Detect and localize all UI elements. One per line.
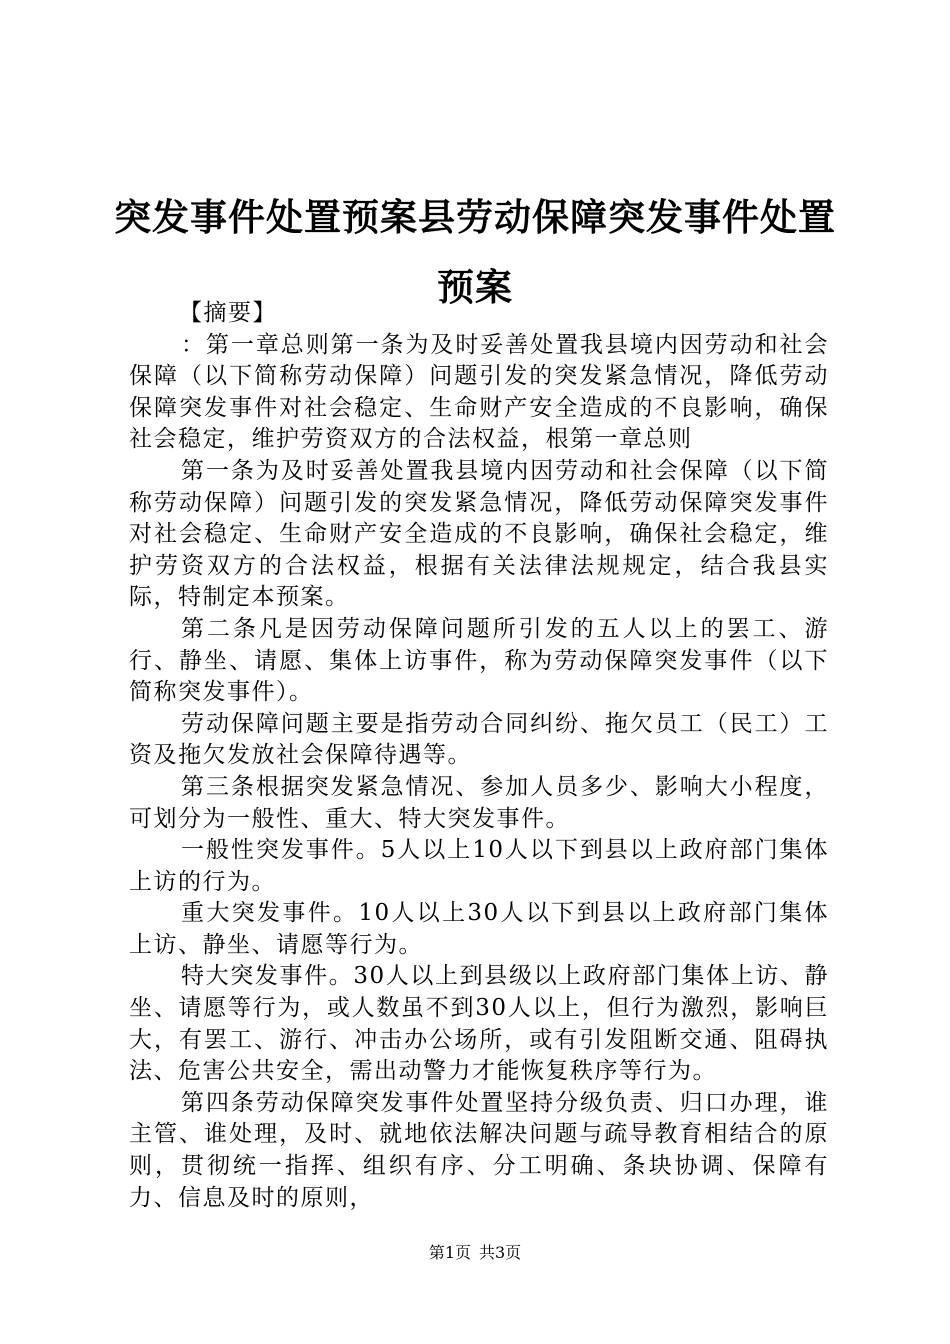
paragraph-labor-issues: 劳动保障问题主要是指劳动合同纠纷、拖欠员工（民工）工资及拖欠发放社会保障待遇等。 — [129, 710, 829, 769]
abstract-label: 【摘要】 — [179, 300, 277, 326]
page-number-current: 第1页 — [428, 1243, 471, 1262]
paragraph-major-event: 重大突发事件。10人以上30人以下到县以上政府部门集体上访、静坐、请愿等行为。 — [129, 900, 829, 958]
document-title: 突发事件处置预案县劳动保障突发事件处置预案 — [114, 195, 836, 309]
paragraph-article-2: 第二条凡是因劳动保障问题所引发的五人以上的罢工、游行、静坐、请愿、集体上访事件，称为劳动保障突发事件（以下简称突发事件）。 — [129, 615, 829, 706]
page-number-total: 共3页 — [479, 1243, 522, 1262]
paragraph-article-3: 第三条根据突发紧急情况、参加人员多少、影响大小程度，可划分为一般性、重大、特大突发事件。 — [129, 773, 829, 832]
paragraph-extraordinary-event: 特大突发事件。30人以上到县级以上政府部门集体上访、静坐、请愿等行为，或人数虽不到30人以上，但行为激烈，影响巨大，有罢工、游行、冲击办公场所，或有引发阻断交通、阻碍执法、危害公共安全，需出动警力才能恢复秩序等行为。 — [129, 963, 829, 1085]
paragraph-general-event: 一般性突发事件。5人以上10人以下到县以上政府部门集体上访的行为。 — [129, 837, 829, 895]
document-body — [129, 298, 829, 1214]
page-footer — [0, 1241, 950, 1265]
paragraph-article-4: 第四条劳动保障突发事件处置坚持分级负责、归口办理，谁主管、谁处理，及时、就地依法解决问题与疏导教育相结合的原则，贯彻统一指挥、组织有序、分工明确、条块协调、保障有力、信息及时的原则， — [129, 1089, 829, 1211]
paragraph-article-1: 第一条为及时妥善处置我县境内因劳动和社会保障（以下简称劳动保障）问题引发的突发紧急情况，降低劳动保障突发事件对社会稳定、生命财产安全造成的不良影响，确保社会稳定，维护劳资双方的合法权益，根据有关法律法规规定，结合我县实际，特制定本预案。 — [129, 457, 829, 611]
paragraph-abstract: ：第一章总则第一条为及时妥善处置我县境内因劳动和社会保障（以下简称劳动保障）问题引发的突发紧急情况，降低劳动保障突发事件对社会稳定、生命财产安全造成的不良影响，确保社会稳定，维护劳资双方的合法权益，根第一章总则 — [129, 331, 829, 453]
